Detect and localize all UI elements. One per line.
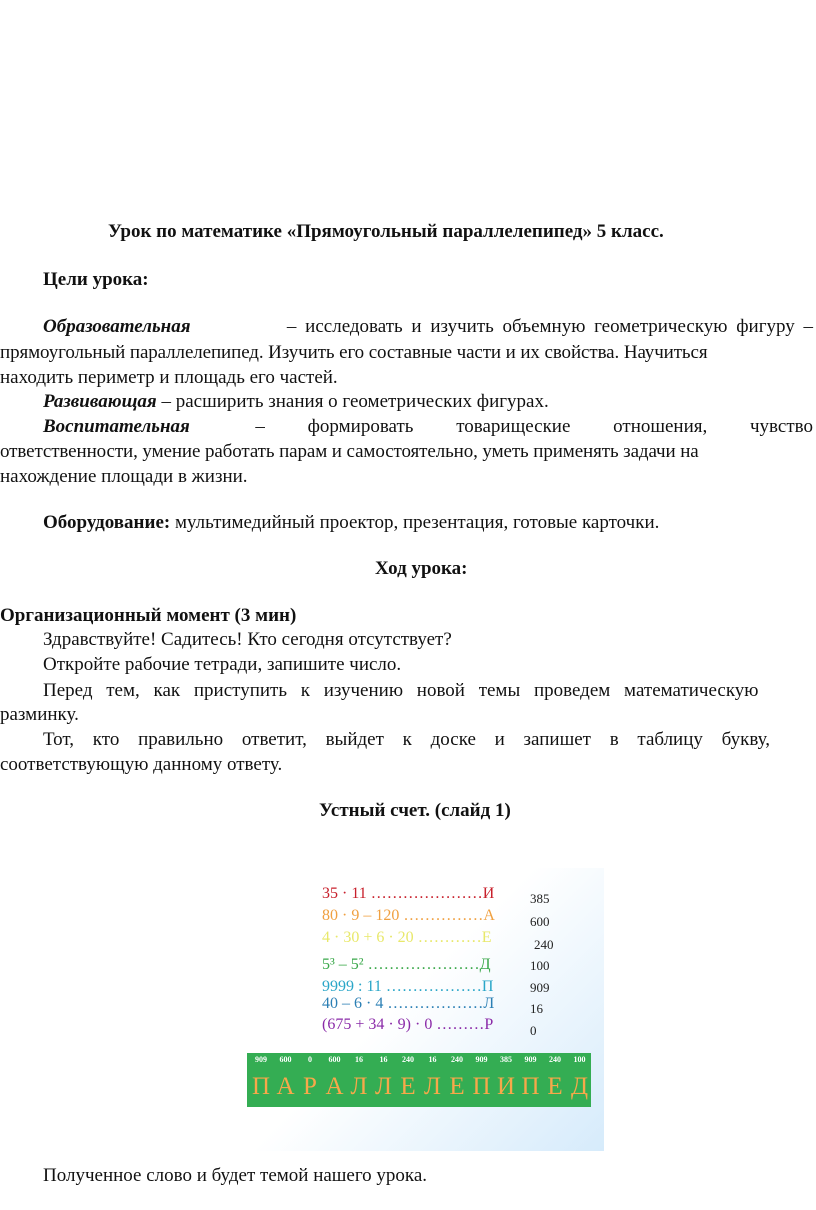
goal-educational-line1 <box>43 314 813 340</box>
table-number: 100 <box>573 1055 586 1064</box>
table-letter: А <box>325 1073 344 1100</box>
exercise-row: 5³ – 5² …………………Д <box>322 956 491 973</box>
goal-educational-line3: находить периметр и площадь его частей. <box>0 367 338 388</box>
goal-developing-label: Развивающая <box>43 391 157 412</box>
course-heading: Ход урока: <box>375 558 468 579</box>
table-number: 240 <box>549 1055 561 1064</box>
table-number: 240 <box>402 1055 414 1064</box>
table-number: 909 <box>255 1055 267 1064</box>
org-line: соответствующую данному ответу. <box>0 754 283 775</box>
exercise-row: 40 – 6 · 4 ………………Л <box>322 995 495 1012</box>
table-letter: Р <box>303 1073 317 1100</box>
answer-value: 600 <box>530 914 550 929</box>
answer-value: 16 <box>530 1001 543 1016</box>
answer-value: 0 <box>530 1023 537 1038</box>
goal-upbringing-line2: ответственности, умение работать парам и самостоятельно, уметь применять задачи на <box>0 441 699 462</box>
table-number: 600 <box>279 1055 292 1064</box>
goal-developing <box>43 389 549 415</box>
table-letter: Л <box>350 1073 368 1100</box>
goal-educational-label: Образовательная <box>43 316 191 337</box>
exercise-row: 35 · 11 …………………И <box>322 885 495 902</box>
answer-value: 240 <box>534 937 554 952</box>
org-line: разминку. <box>0 704 79 725</box>
exercise-row: 9999 : 11 ………………П <box>322 978 494 995</box>
closing-text: Полученное слово и будет темой нашего урока. <box>43 1165 428 1186</box>
goals-heading: Цели урока: <box>43 269 149 290</box>
goal-upbringing-line3: нахождение площади в жизни. <box>0 466 248 487</box>
table-letter: П <box>472 1073 491 1100</box>
goal-upbringing-line1 <box>43 414 813 440</box>
table-letter: Е <box>547 1073 563 1100</box>
table-letter: А <box>276 1073 295 1100</box>
answer-value: 385 <box>530 891 550 906</box>
org-line: Тот, кто правильно ответит, выйдет к доске и запишет в таблицу букву, <box>43 729 770 750</box>
table-letter: И <box>496 1073 516 1100</box>
exercise-row: 80 · 9 – 120 ……………А <box>322 907 495 924</box>
table-number: 16 <box>428 1055 437 1064</box>
org-line: Здравствуйте! Садитесь! Кто сегодня отсутствует? <box>43 629 452 650</box>
equipment <box>43 510 659 536</box>
answer-value: 909 <box>530 980 550 995</box>
goal-educational-text: – исследовать и изучить объемную геометрическую фигуру – <box>286 316 813 337</box>
table-letter: Е <box>449 1073 465 1100</box>
table-letter: Е <box>400 1073 416 1100</box>
table-number: 385 <box>500 1055 512 1064</box>
goal-developing-text: – расширить знания о геометрических фигурах. <box>161 391 549 412</box>
page-title: Урок по математике «Прямоугольный параллелепипед» 5 класс. <box>108 221 664 242</box>
table-number: 240 <box>451 1055 463 1064</box>
org-heading: Организационный момент (3 мин) <box>0 605 297 626</box>
equipment-label: Оборудование: <box>43 512 171 533</box>
goal-upbringing-text: – формировать товарищеские отношения, чувство <box>255 416 813 437</box>
goal-educational-line2: прямоугольный параллелепипед. Изучить его составные части и их свойства. Научиться <box>0 342 708 363</box>
table-number: 16 <box>355 1055 363 1064</box>
table-letter: П <box>521 1073 540 1100</box>
exercise-row: 4 · 30 + 6 · 20 …………Е <box>322 929 492 946</box>
equipment-text: мультимедийный проектор, презентация, готовые карточки. <box>174 512 660 533</box>
goal-upbringing-label: Воспитательная <box>43 416 190 437</box>
table-number: 909 <box>475 1055 488 1064</box>
table-number: 0 <box>308 1055 312 1064</box>
table-letter: Д <box>570 1073 589 1100</box>
table-letter: Л <box>424 1073 441 1100</box>
table-letter: П <box>251 1073 271 1100</box>
oral-heading: Устный счет. (слайд 1) <box>319 800 511 821</box>
answer-value: 100 <box>530 958 550 973</box>
table-number: 600 <box>328 1055 341 1064</box>
org-line: Откройте рабочие тетради, запишите число. <box>43 654 402 675</box>
org-line: Перед тем, как приступить к изучению новой темы проведем математическую <box>43 680 759 701</box>
table-number: 909 <box>524 1055 537 1064</box>
table-number: 16 <box>379 1055 388 1064</box>
exercise-row: (675 + 34 · 9) · 0 ………Р <box>322 1016 494 1033</box>
table-letter: Л <box>375 1073 392 1100</box>
